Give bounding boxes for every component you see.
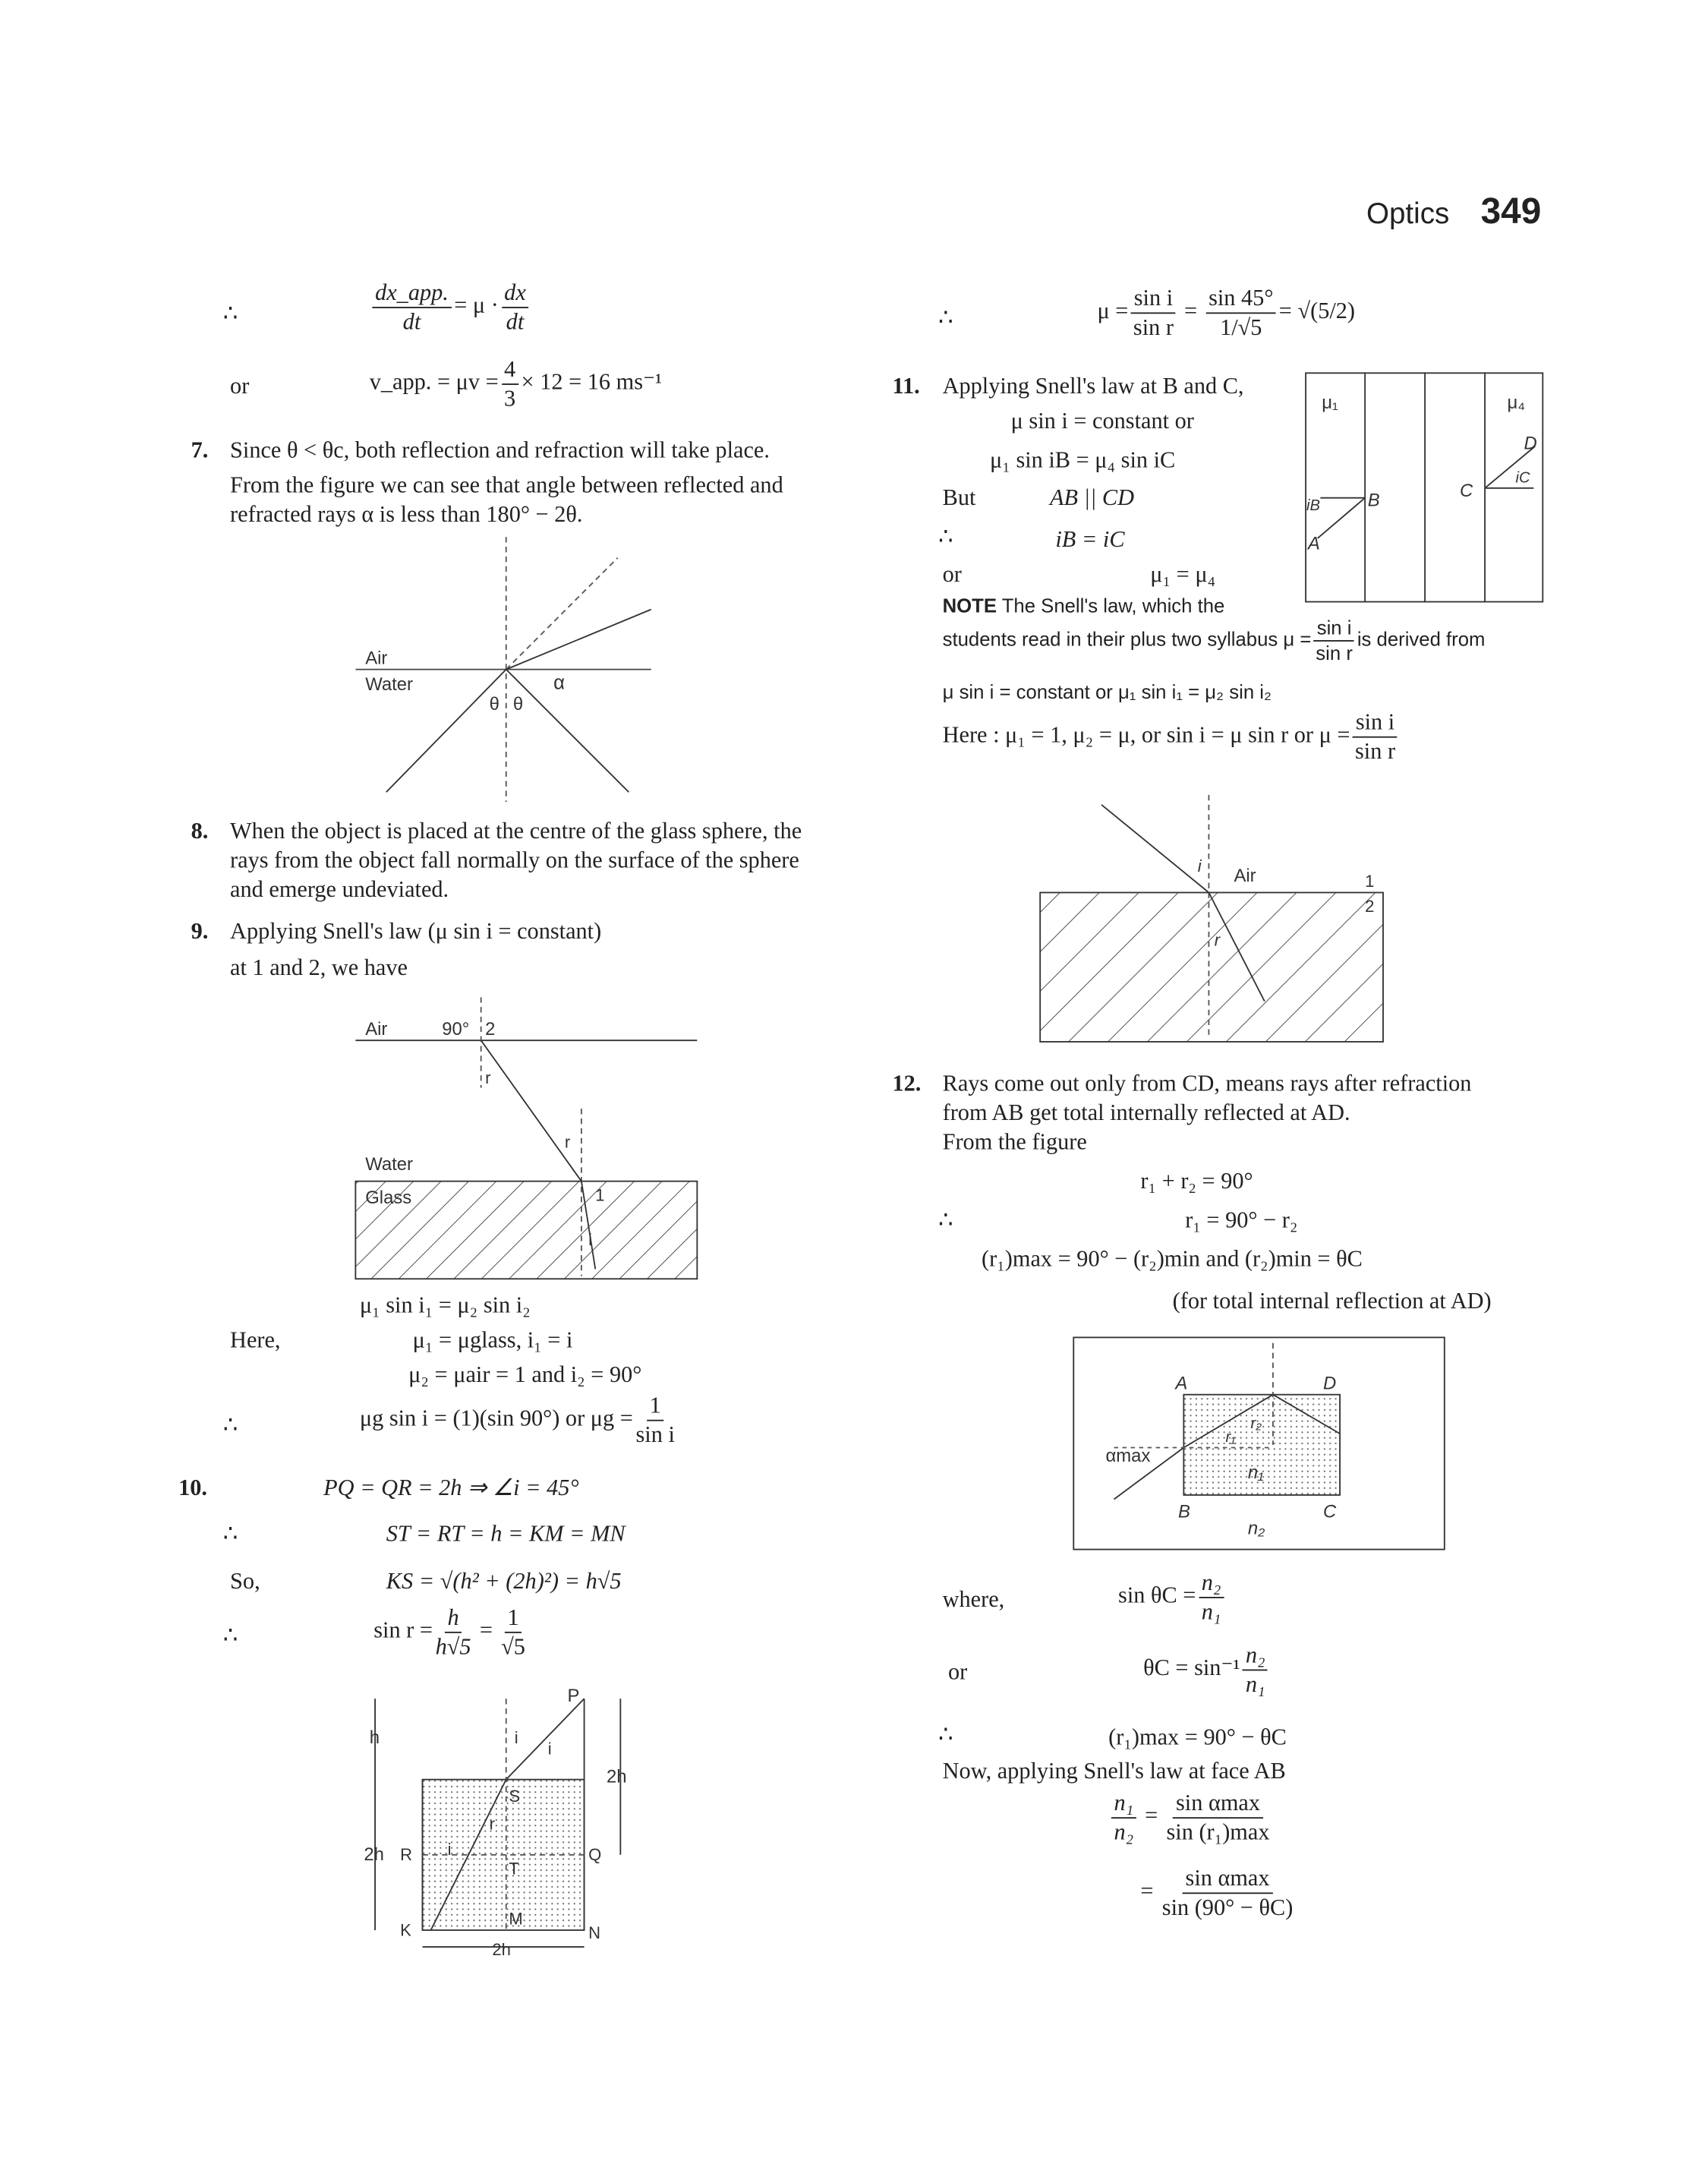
label: T [509,1859,519,1879]
text-line: (for total internal reflection at AD) [1172,1287,1492,1314]
text-line: From the figure [942,1128,1087,1155]
rhs: = √(5/2) [1278,297,1356,324]
label-air: Air [365,1018,388,1039]
equation [360,1392,678,1449]
label: 2 [1365,897,1375,916]
label: C [1323,1501,1337,1522]
num: sin i [1314,617,1354,642]
num: sin αmax [1173,1789,1262,1818]
equation-dxapp [370,279,531,336]
label: 2h [606,1766,627,1787]
text-line: Here, [230,1326,281,1353]
text-line: Rays come out only from CD, means rays after refraction [942,1069,1472,1096]
label-point: 1 [595,1185,605,1205]
note [943,594,1225,616]
therefore: ∴ [938,522,953,550]
label: αmax [1105,1445,1151,1466]
den: h√5 [435,1633,471,1660]
therefore: ∴ [938,1721,953,1748]
text-line: and emerge undeviated. [230,875,449,903]
num: h [445,1604,462,1633]
figure-glass-slab [348,997,711,1290]
equation: r₁ + r₂ = 90° [1140,1167,1253,1194]
num: 1 [647,1392,663,1421]
label: R [400,1845,413,1865]
text: is derived from [1357,627,1486,650]
label: 2h [492,1940,511,1960]
equation: KS = √(h² + (2h)²) = h√5 [386,1567,622,1595]
label: 1 [1365,872,1375,891]
therefore: ∴ [222,299,238,327]
label-theta: θ [489,693,499,715]
equation: (r₁)max = 90° − θC [1108,1724,1287,1751]
num: n₁ [1111,1789,1136,1818]
den: sin r [1355,737,1396,765]
figure-reflection-refraction [355,537,676,802]
num: dx_app. [372,279,451,308]
den: sin r [1316,641,1353,664]
equation: = sin αmax sin (90° − θC) [1140,1864,1294,1920]
label: B [1178,1501,1190,1522]
label: n₁ [1247,1462,1264,1483]
label-point: 2 [485,1018,496,1039]
label: Q [588,1845,602,1865]
page-number: 349 [1480,189,1542,232]
question-number: 11. [892,372,920,399]
lhs: μ = [1097,297,1129,324]
figure-layers [1303,371,1547,606]
text-line: where, [942,1585,1005,1613]
num: n₂ [1243,1642,1268,1670]
figure-prism [1072,1336,1448,1553]
num: sin i [1131,285,1176,314]
label: S [509,1787,521,1806]
den: √5 [501,1633,525,1660]
note-line [943,617,1486,665]
text-line: at 1 and 2, we have [230,954,408,981]
label: r [1214,930,1221,950]
den: 3 [504,384,516,412]
rhs: × 12 = 16 ms⁻¹ [521,368,663,395]
den: sin r [1133,313,1174,340]
den: sin i [635,1421,675,1448]
equation: μ sin i = constant or [1010,407,1194,434]
equation [1118,1569,1227,1626]
note-line: μ sin i = constant or μ₁ sin i₁ = μ₂ sin i₂ [942,680,1272,703]
num: sin i [1353,708,1398,737]
text: The Snell's law, which the [1001,594,1225,617]
lhs: θC = sin⁻¹ [1143,1654,1240,1681]
therefore: ∴ [938,1206,953,1233]
equation: ST = RT = h = KM = MN [386,1520,626,1547]
text: students read in their plus two syllabus μ = [942,627,1312,650]
den: sin (90° − θC) [1161,1893,1294,1920]
therefore: ∴ [938,304,953,331]
label: P [567,1685,580,1706]
figure-refraction-block [1038,795,1387,1046]
equation: r₁ = 90° − r₂ [1185,1206,1298,1233]
label-r: r [564,1132,571,1152]
label: r₁ [1225,1429,1236,1446]
equation: iB = iC [1055,525,1125,553]
op: = μ · [454,292,499,318]
label: D [1524,433,1537,454]
therefore: ∴ [222,1520,238,1547]
label: M [509,1909,523,1929]
text-line: Applying Snell's law at B and C, [942,372,1244,399]
equation: PQ = QR = 2h ⇒ ∠i = 45° [323,1474,579,1501]
label: r [489,1814,496,1834]
question-number: 9. [191,917,209,945]
lhs: sin r = [373,1616,433,1643]
label: N [588,1923,601,1943]
den: dt [402,308,421,335]
question-number: 12. [892,1069,922,1096]
label-air: Air [365,648,388,669]
equation: AB || CD [1050,484,1134,511]
label: iC [1515,469,1530,487]
den: n₁ [1201,1598,1221,1625]
label: μ₄ [1507,393,1525,414]
label-r: r [485,1068,491,1088]
lhs: v_app. = μv = [369,368,499,395]
label: i [547,1739,552,1759]
text-line: refracted rays α is less than 180° − 2θ. [230,500,583,528]
text-line: So, [230,1567,260,1595]
equation: μ₁ = μglass, i₁ = i [412,1326,573,1353]
label: D [1323,1373,1337,1394]
label-glass: Glass [365,1188,412,1209]
lhs: sin θC = [1118,1581,1196,1608]
den: 1/√5 [1220,313,1262,340]
text-line: Now, applying Snell's law at face AB [942,1757,1286,1784]
equation: sin r = $\frac{h}{h√5}$ = $\frac{1}{√5}$ [373,1604,525,1660]
text-line: Applying Snell's law (μ sin i = constant) [230,917,602,945]
equation: μ₁ sin i₁ = μ₂ sin i₂ [359,1291,531,1318]
label-water: Water [365,674,413,696]
text-line: from AB get total internally reflected at AD. [942,1099,1350,1126]
num: n₂ [1199,1569,1224,1598]
num: sin 45° [1205,285,1276,314]
label: n₂ [1247,1518,1265,1539]
equation: (r₁)max = 90° − (r₂)min and (r₂)min = θC [982,1245,1363,1273]
den: sin (r₁)max [1166,1818,1270,1845]
label: i [514,1727,518,1747]
label: A [1307,533,1320,554]
text-line: When the object is placed at the centre of the glass sphere, the [230,817,802,844]
text-line: or [947,1658,968,1685]
den: n₂ [1114,1818,1134,1845]
text: Here : μ₁ = 1, μ₂ = μ, or sin i = μ sin r or μ = [942,721,1350,748]
text-line: rays from the object fall normally on the surface of the sphere [230,846,799,873]
note-label: NOTE [942,594,997,617]
label: A [1175,1373,1188,1394]
equation: μ₁ = μ₄ [1150,560,1216,588]
or-label: or [230,372,250,399]
label: 2h [364,1844,384,1866]
lhs: μg sin i = (1)(sin 90°) or μg = [359,1404,633,1431]
label: r₂ [1250,1415,1262,1432]
label: μ₁ [1322,393,1339,414]
text-line: From the figure we can see that angle between reflected and [230,471,783,498]
num: dx [501,279,528,308]
figure-container [355,1685,655,1964]
label-water: Water [365,1153,413,1175]
text-line: Since θ < θc, both reflection and refraction will take place. [230,436,770,463]
equation: μ₁ sin iB = μ₄ sin iC [990,446,1176,473]
therefore: ∴ [222,1411,238,1438]
label: i [447,1839,452,1859]
equation: μ₂ = μair = 1 and i₂ = 90° [408,1361,642,1388]
section-title: Optics [1366,197,1450,231]
label-theta: θ [512,693,524,715]
equation-mu: μ = $\frac{\text{sin i}}{\text{sin r}}$ = $\frac{\sin 45^\circ}{1/√5}$ = √(5/2) [1097,284,1356,340]
question-number: 8. [191,817,209,844]
question-number: 7. [191,436,209,463]
therefore: ∴ [222,1622,238,1648]
label: B [1367,490,1380,511]
label: Air [1234,865,1256,886]
equation-vapp [370,355,662,412]
label: iB [1306,497,1320,515]
num: 1 [505,1604,522,1633]
text-line: or [942,560,962,588]
question-number: 10. [178,1474,207,1501]
label: h [369,1727,380,1748]
den: dt [506,308,525,335]
label: K [400,1920,411,1940]
label: C [1460,480,1473,501]
equation: $\frac{\text{n₁}}{\text{n₂}}$ = sin αmax sin (r₁)max [1108,1789,1272,1846]
label: i [1197,856,1202,875]
equation [1143,1642,1271,1699]
label-alpha: α [553,672,566,694]
text-line: But [942,484,976,511]
label-angle: 90° [442,1018,470,1039]
label-i: i [588,1230,592,1250]
num: sin αmax [1183,1865,1272,1894]
den: n₁ [1245,1670,1265,1697]
num: 4 [501,355,518,384]
equation [943,708,1401,765]
